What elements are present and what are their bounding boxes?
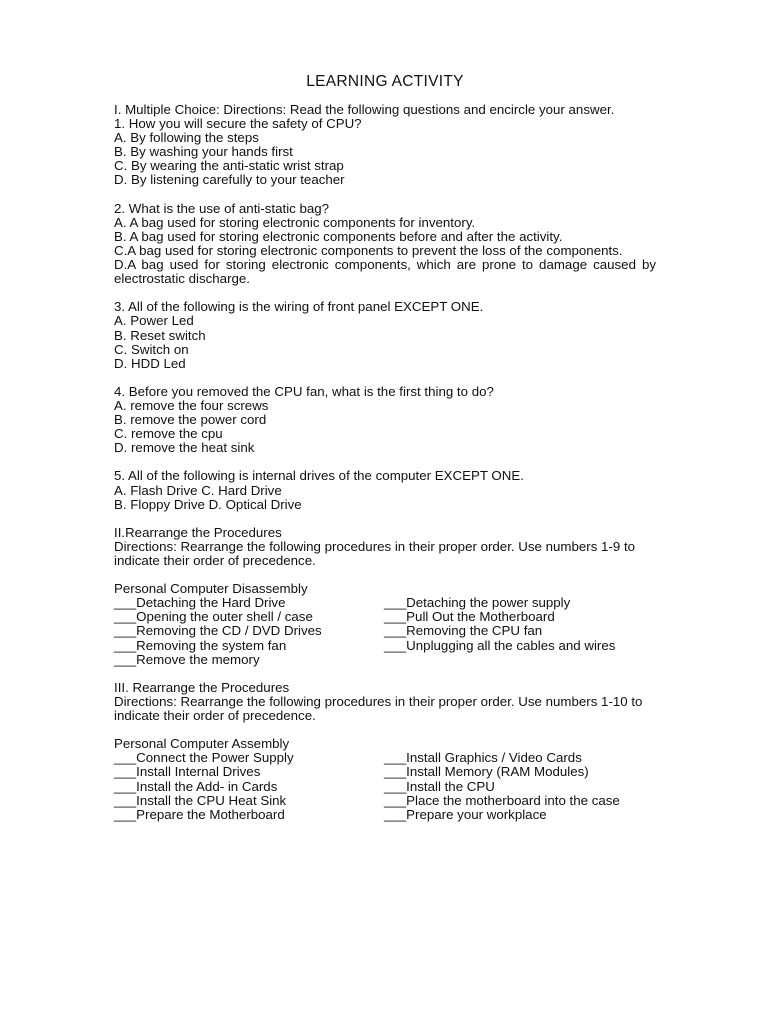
procedure-item: ___Prepare your workplace	[384, 806, 547, 822]
procedure-item: ___Place the motherboard into the case	[384, 792, 620, 808]
procedure-item: ___Remove the memory	[114, 651, 260, 667]
question-4	[114, 385, 656, 455]
choice: D.A bag used for storing electronic components, which are prone to damage caused by electrostatic discharge.	[114, 257, 660, 287]
procedure-column-right	[384, 751, 656, 821]
procedure-item: ___Detaching the Hard Drive	[114, 595, 286, 611]
choice: C. remove the cpu	[114, 426, 223, 442]
choice: C.A bag used for storing electronic components to prevent the loss of the components.	[114, 242, 623, 258]
procedure-item: ___Removing the CD / DVD Drives	[114, 623, 322, 639]
choice: B. Floppy Drive D. Optical Drive	[114, 496, 302, 512]
choice: B. remove the power cord	[114, 412, 267, 428]
section-directions: Directions: Rearrange the following procedures in their proper order. Use numbers 1-9 to indicate their order of precedence.	[114, 538, 639, 568]
choice: D. remove the heat sink	[114, 440, 255, 456]
choice: A. Flash Drive C. Hard Drive	[114, 482, 282, 498]
question-text: 2. What is the use of anti-static bag?	[114, 200, 330, 216]
question-text: 3. All of the following is the wiring of front panel EXCEPT ONE.	[114, 299, 484, 315]
procedure-item: ___Connect the Power Supply	[114, 750, 294, 766]
choice: B. Reset switch	[114, 327, 206, 343]
choice: B. By washing your hands first	[114, 144, 293, 160]
assembly-section	[114, 681, 656, 822]
part1-directions: I. Multiple Choice: Directions: Read the following questions and encircle your answer.	[114, 102, 615, 117]
choice: A. By following the steps	[114, 130, 259, 146]
choice: A. A bag used for storing electronic components for inventory.	[114, 214, 476, 230]
procedure-item: ___Install the CPU	[384, 778, 495, 794]
procedure-column-left	[114, 596, 384, 666]
procedure-item: ___Install Memory (RAM Modules)	[384, 764, 589, 780]
question-text: 5. All of the following is internal drives of the computer EXCEPT ONE.	[114, 468, 524, 484]
choice: D. HDD Led	[114, 355, 186, 371]
procedure-item: ___Opening the outer shell / case	[114, 609, 313, 625]
section-heading: III. Rearrange the Procedures	[114, 679, 290, 695]
choice: B. A bag used for storing electronic components before and after the activity.	[114, 228, 563, 244]
procedure-column-right	[384, 596, 656, 666]
procedure-item: ___Detaching the power supply	[384, 595, 571, 611]
procedure-item: ___Unplugging all the cables and wires	[384, 637, 616, 653]
section-subtitle: Personal Computer Disassembly	[114, 581, 308, 597]
choice: C. By wearing the anti-static wrist strap	[114, 158, 344, 174]
section-heading: II.Rearrange the Procedures	[114, 524, 282, 540]
question-1	[114, 117, 656, 187]
procedure-item: ___Removing the system fan	[114, 637, 287, 653]
procedure-item: ___Install Internal Drives	[114, 764, 261, 780]
multiple-choice-section	[114, 102, 660, 512]
question-text: 4. Before you removed the CPU fan, what is the first thing to do?	[114, 383, 494, 399]
question-text: 1. How you will secure the safety of CPU?	[114, 116, 362, 132]
procedure-list	[114, 596, 656, 666]
choice: A. Power Led	[114, 313, 194, 329]
question-3	[114, 300, 656, 370]
procedure-item: ___Prepare the Motherboard	[114, 806, 285, 822]
procedure-item: ___Install the CPU Heat Sink	[114, 792, 287, 808]
section-subtitle: Personal Computer Assembly	[114, 736, 290, 752]
page-title: LEARNING ACTIVITY	[306, 73, 464, 90]
question-5	[114, 469, 656, 511]
disassembly-section	[114, 526, 656, 667]
procedure-item: ___Install the Add- in Cards	[114, 778, 278, 794]
section-directions: Directions: Rearrange the following procedures in their proper order. Use numbers 1-10 to indicate their order of precedence.	[114, 693, 647, 724]
procedure-item: ___Pull Out the Motherboard	[384, 609, 555, 625]
procedure-item: ___Removing the CPU fan	[384, 623, 543, 639]
procedure-item: ___Install Graphics / Video Cards	[384, 750, 582, 766]
procedure-column-left	[114, 751, 384, 821]
choice: A. remove the four screws	[114, 397, 269, 413]
choice: C. Switch on	[114, 341, 189, 357]
procedure-list	[114, 751, 656, 821]
choice: D. By listening carefully to your teacher	[114, 172, 345, 188]
question-2	[114, 200, 660, 287]
